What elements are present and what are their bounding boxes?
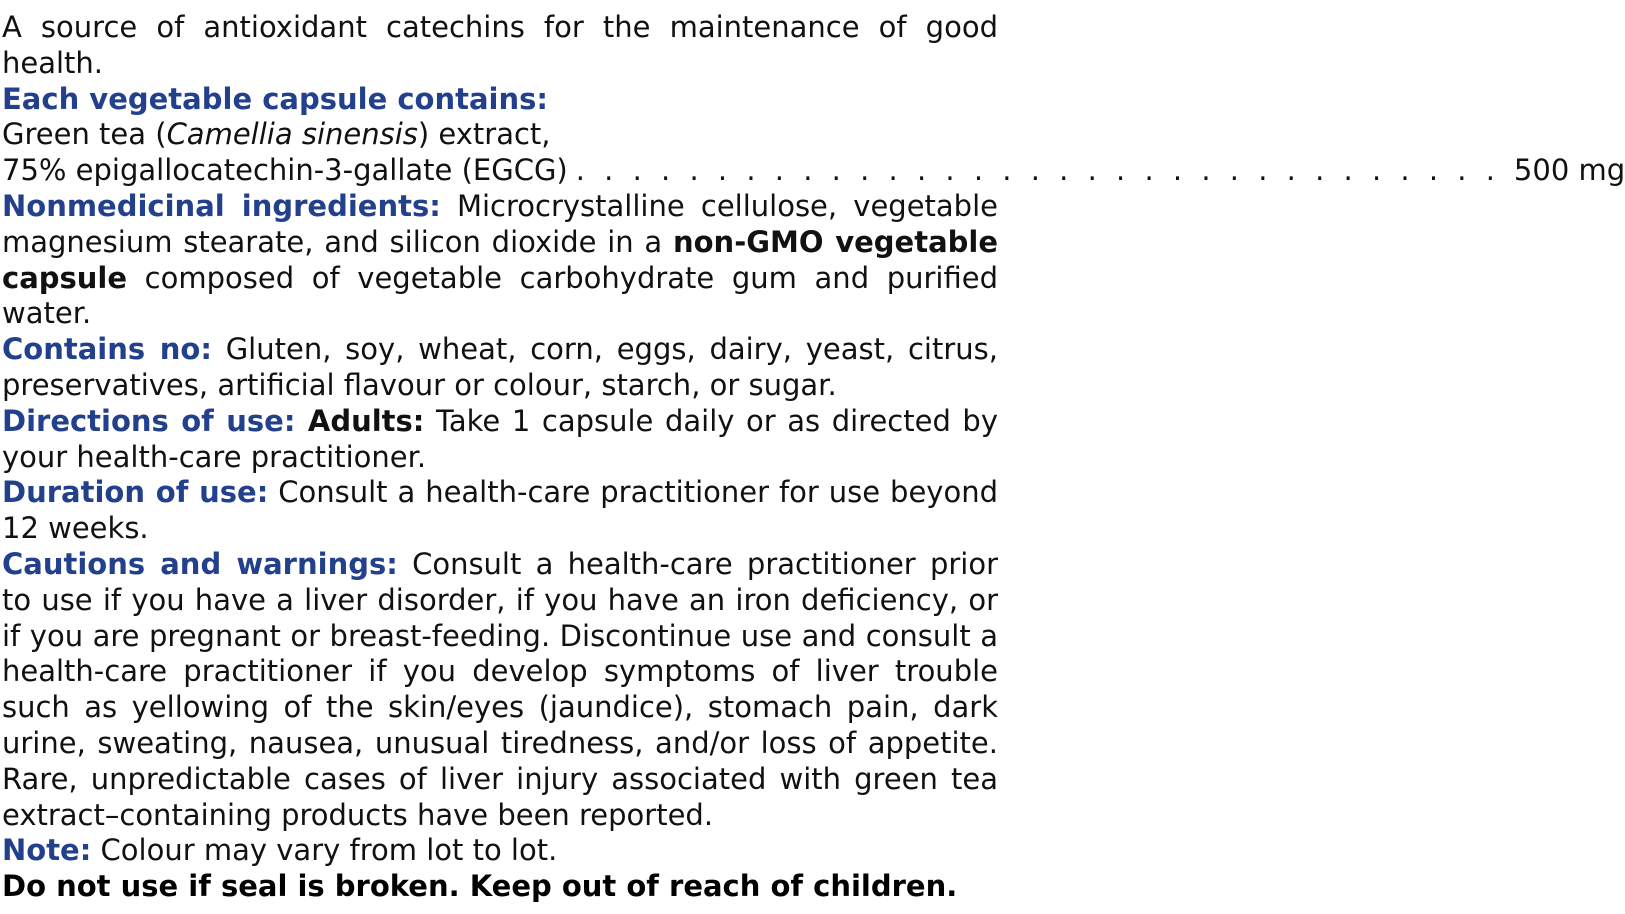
contains-no-section [2,332,998,404]
cautions-heading: Cautions and warnings: [2,546,398,581]
nonmedicinal-text-2: composed of vegetable carbohydrate gum and purified water. [2,260,998,331]
dose-amount: 500 mg [1513,153,1625,188]
dot-leader: . . . . . . . . . . . . . . . . . . . . . . . . . . . . . . . . . [575,153,1500,188]
directions-heading: Directions of use: [2,403,296,438]
directions-adults: Adults: [295,403,425,438]
capsule-contents-heading: Each vegetable capsule contains: [2,81,548,116]
standardization-text: 75% epigallocatechin-3-gallate (EGCG) [2,153,568,188]
nonmedicinal-section [2,189,998,332]
directions-text: Take 1 capsule daily or as directed by your health-care practitioner. [2,403,998,474]
duration-section [2,475,998,547]
duration-heading: Duration of use: [2,475,269,510]
dose-line [2,153,1625,189]
cautions-text: Consult a health-care practitioner prior to use if you have a liver disorder, if you have an iron deficiency, or if you are pregnant or breast-feeding. Discontinue use and consult a health-care practitioner if you develop symptoms of liver trouble such as yellowing of the skin/eyes (jaundice), stomach pain, dark urine, sweating, nausea, unusual tiredness, and/or loss of appetite. Rare, unpredictable cases of liver injury associated with green tea extract–containing products have been reported. [2,546,999,832]
latin-name: Camellia sinensis [166,117,418,152]
nonmedicinal-bold: non-GMO vegetable capsule [2,224,998,295]
medicinal-ingredient [2,117,998,153]
contains-no-heading: Contains no: [2,332,212,367]
note-heading: Note: [2,833,92,868]
ingredient-suffix: ) extract, [417,117,551,152]
nonmedicinal-text-1: Microcrystalline cellulose, vegetable magnesium stearate, and silicon dioxide in a [2,188,998,259]
intro-text: A source of antioxidant catechins for the maintenance of good health. [2,10,998,80]
cautions-section [2,547,998,833]
note-section [2,833,998,869]
ingredient-prefix: Green tea ( [2,117,167,152]
final-warning: Do not use if seal is broken. Keep out of reach of children. [2,869,958,904]
directions-section [2,404,998,476]
contains-no-text: Gluten, soy, wheat, corn, eggs, dairy, yeast, citrus, preservatives, artificial flavour or colour, starch, or sugar. [2,332,998,402]
duration-text: Consult a health-care practitioner for use beyond 12 weeks. [2,475,998,546]
supplement-label [2,10,1625,905]
note-text: Colour may vary from lot to lot. [91,833,558,868]
nonmedicinal-heading: Nonmedicinal ingredients: [2,188,441,223]
